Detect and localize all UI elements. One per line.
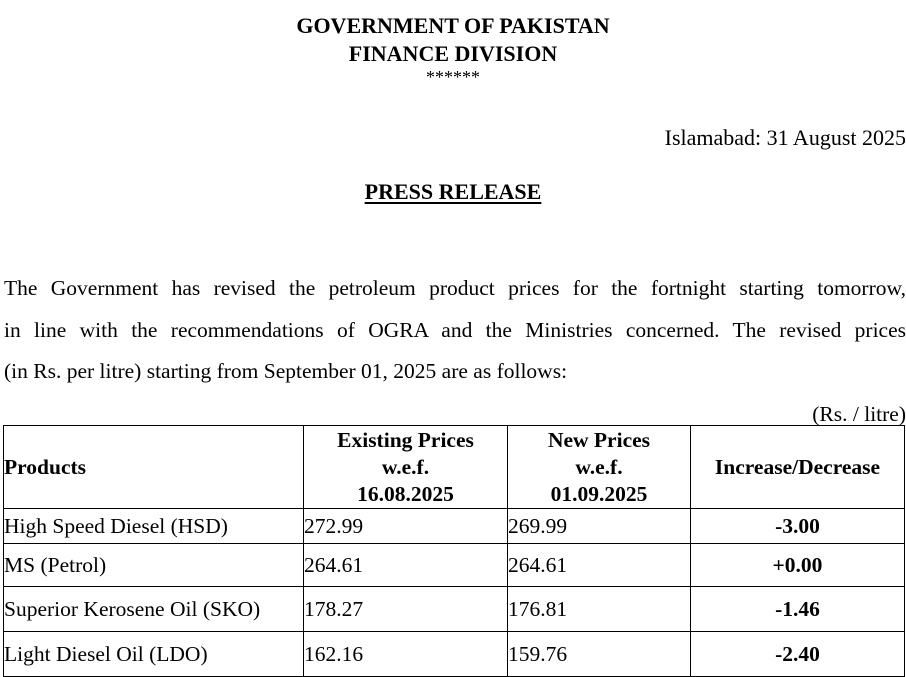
document-title: [0, 178, 906, 206]
table-row: [4, 509, 905, 544]
body-paragraph: [4, 268, 906, 393]
change-cell: -2.40: [691, 632, 905, 677]
header-new-line: 01.09.2025: [550, 481, 648, 506]
new-price-cell: 264.61: [508, 544, 691, 587]
product-cell: High Speed Diesel (HSD): [4, 509, 304, 544]
division-heading: FINANCE DIVISION: [348, 41, 558, 66]
heading-separator: ******: [426, 67, 480, 87]
header-new-line: w.e.f.: [575, 454, 623, 479]
existing-price-cell: 162.16: [304, 632, 508, 677]
header-existing-line: 16.08.2025: [357, 481, 454, 506]
header-existing-prices: [304, 426, 508, 509]
new-price-cell: 176.81: [508, 587, 691, 632]
change-cell: +0.00: [691, 544, 905, 587]
body-line: in line with the recommendations of OGRA and the Ministries concerned. The revised prices: [4, 317, 906, 342]
table-row: [4, 632, 905, 677]
government-heading: GOVERNMENT OF PAKISTAN: [296, 13, 610, 38]
table-header-row: [4, 426, 905, 509]
dateline: Islamabad: 31 August 2025: [664, 125, 906, 150]
product-cell: MS (Petrol): [4, 544, 304, 587]
product-cell: Superior Kerosene Oil (SKO): [4, 587, 304, 632]
header-products: Products: [4, 426, 304, 509]
header-new-line: New Prices: [547, 427, 651, 452]
product-cell: Light Diesel Oil (LDO): [4, 632, 304, 677]
header-existing-line: Existing Prices: [337, 427, 474, 452]
new-price-cell: 159.76: [508, 632, 691, 677]
table-row: [4, 587, 905, 632]
body-line: (in Rs. per litre) starting from September 01, 2025 are as follows:: [4, 359, 568, 383]
price-table: [3, 425, 905, 677]
existing-price-cell: 264.61: [304, 544, 508, 587]
new-price-cell: 269.99: [508, 509, 691, 544]
existing-price-cell: 272.99: [304, 509, 508, 544]
existing-price-cell: 178.27: [304, 587, 508, 632]
change-cell: -1.46: [691, 587, 905, 632]
table-row: [4, 544, 905, 587]
unit-note: (Rs. / litre): [812, 402, 906, 426]
press-release-title: PRESS RELEASE: [364, 179, 542, 204]
header-existing-line: w.e.f.: [381, 454, 430, 479]
change-cell: -3.00: [691, 509, 905, 544]
header-change: Increase/Decrease: [691, 426, 905, 509]
header-new-prices: [508, 426, 691, 509]
body-line: The Government has revised the petroleum product prices for the fortnight starting tomorrow,: [4, 276, 906, 300]
